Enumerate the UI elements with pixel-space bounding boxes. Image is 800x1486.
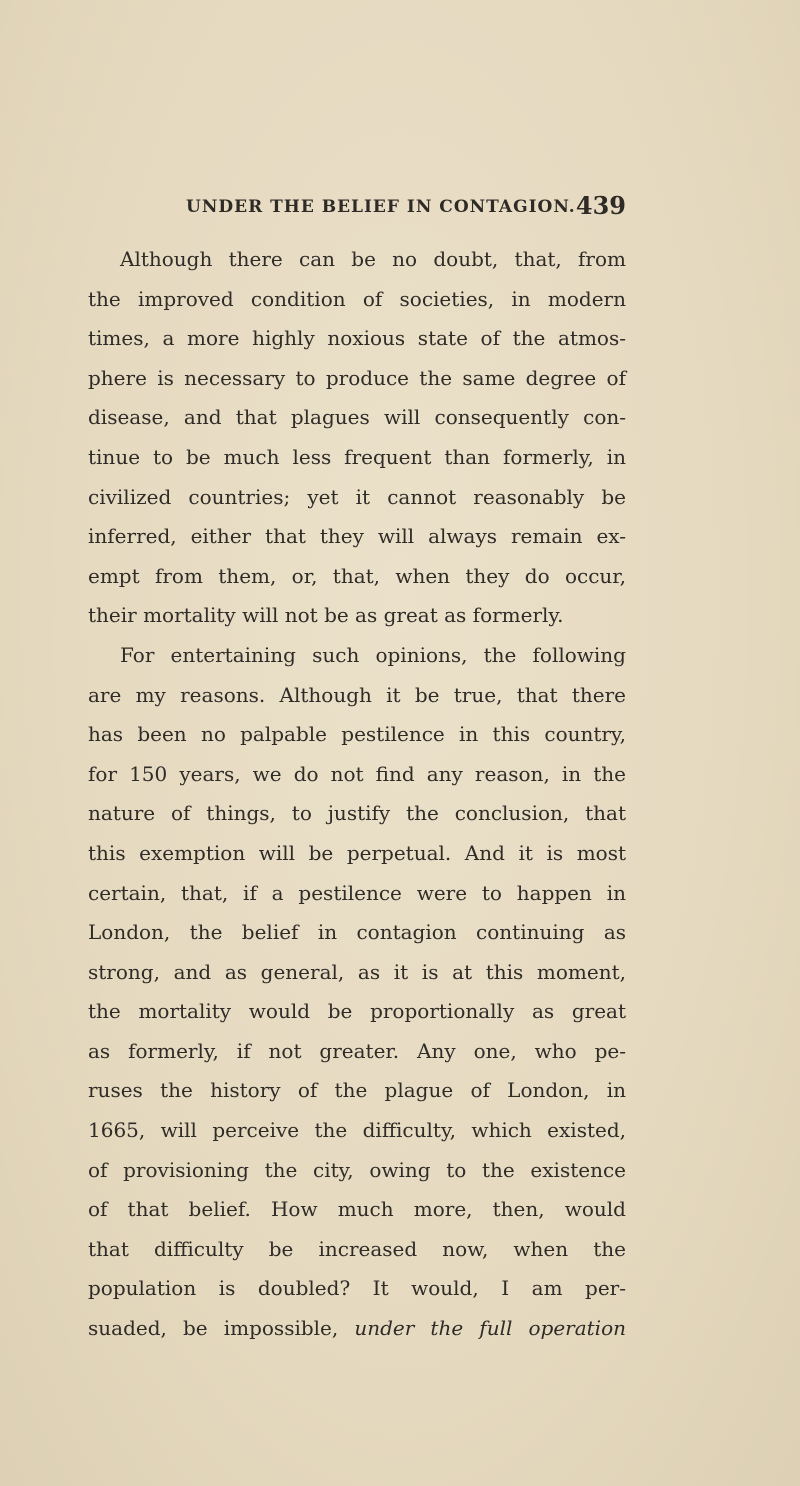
text-line-final [88,1309,626,1349]
text-line: London, the belief in contagion continuing as [88,920,626,945]
text-line: the mortality would be proportionally as great [88,999,626,1024]
text-line: 1665, will perceive the difficulty, which existed, [88,1118,626,1143]
text-line: of provisioning the city, owing to the existence [88,1157,626,1182]
text-line: of that belief. How much more, then, would [88,1197,626,1222]
text-line: civilized countries; yet it cannot reasonably be [88,484,626,509]
text-line: for 150 years, we do not find any reason, in the [88,761,626,786]
text-line: ruses the history of the plague of London, in [88,1078,626,1103]
running-head: UNDER THE BELIEF IN CONTAGION. [186,197,576,217]
text-line: Although there can be no doubt, that, from [120,247,626,271]
text-line: strong, and as general, as it is at this moment, [88,959,626,984]
text-line: nature of things, to justify the conclusion, that [88,801,626,826]
text-line-final-italic: under the full operation [354,1316,626,1341]
text-line: that difficulty be increased now, when the [88,1236,626,1261]
text-line: phere is necessary to produce the same degree of [88,365,626,390]
text-line-final-plain: suaded, be impossible, [88,1316,355,1341]
text-line: population is doubled? It would, I am per- [88,1276,626,1301]
text-line: times, a more highly noxious state of the atmos- [88,326,626,351]
text-line: empt from them, or, that, when they do occur, [88,563,626,588]
text-line: their mortality will not be as great as formerly. [88,603,564,628]
text-line: has been no palpable pestilence in this country, [88,722,626,747]
text-line: are my reasons. Although it be true, that there [88,682,626,707]
body-text [88,240,626,1349]
text-line: tinue to be much less frequent than formerly, in [88,444,626,469]
page-header [186,191,626,225]
page-number: 439 [575,191,626,220]
text-line: as formerly, if not greater. Any one, who pe- [88,1038,626,1063]
text-line: certain, that, if a pestilence were to happen in [88,880,626,905]
text-line: this exemption will be perpetual. And it is most [88,840,626,865]
text-line: inferred, either that they will always remain ex- [88,524,626,549]
text-line: the improved condition of societies, in modern [88,286,626,311]
text-line: For entertaining such opinions, the following [120,642,626,667]
text-line: disease, and that plagues will consequently con- [88,405,626,430]
